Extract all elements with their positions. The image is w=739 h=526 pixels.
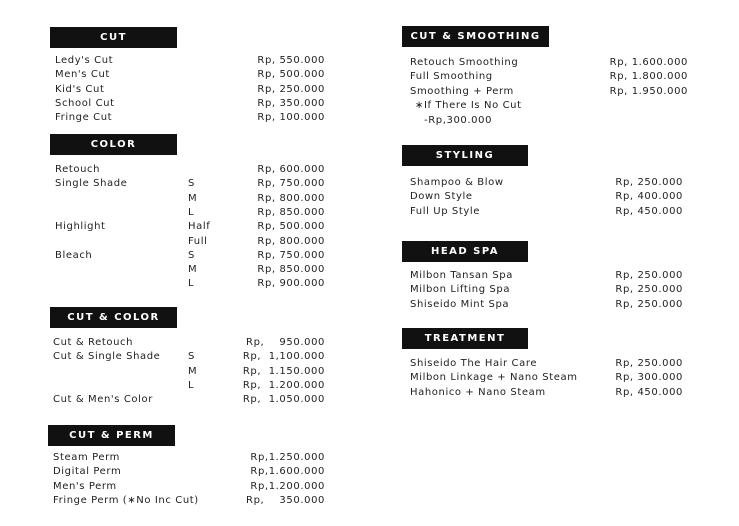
service-name: Milbon Lifting Spa <box>410 284 511 296</box>
service-price: Rp, 750.000 <box>257 178 325 190</box>
service-size: Half <box>188 221 211 233</box>
service-price: Rp, 100.000 <box>257 112 325 124</box>
service-name: Cut & Retouch <box>53 337 134 348</box>
price-row <box>410 298 683 312</box>
section-header-cut: CUT <box>50 27 177 48</box>
service-price: Rp,1.250.000 <box>250 452 325 463</box>
smoothing-note: ∗If There Is No Cut <box>415 100 522 111</box>
service-price: Rp, 900.000 <box>257 278 325 290</box>
service-price: Rp, 300.000 <box>615 372 683 384</box>
service-price: Rp, 250.000 <box>615 298 683 310</box>
service-name: Cut & Single Shade <box>53 351 161 363</box>
price-row <box>410 283 683 297</box>
service-price: Rp, 450.000 <box>615 205 683 217</box>
service-price: Rp, 350.000 <box>257 97 325 109</box>
price-row <box>410 371 683 385</box>
service-price: Rp, 350.000 <box>246 494 325 506</box>
service-price: Rp, 850.000 <box>257 206 325 218</box>
service-name: Shampoo & Blow <box>410 177 504 188</box>
price-row <box>53 393 325 407</box>
service-name: School Cut <box>55 97 115 109</box>
price-row <box>410 70 688 84</box>
service-name: Men's Perm <box>53 480 117 492</box>
service-name: Steam Perm <box>53 452 120 463</box>
price-row <box>410 357 683 371</box>
section-header-cut-smoothing: CUT & SMOOTHING <box>402 26 549 47</box>
service-size: L <box>188 278 195 290</box>
service-size: L <box>188 379 195 391</box>
section-header-cut-perm: CUT & PERM <box>48 425 175 446</box>
price-row <box>55 177 325 191</box>
service-price: Rp, 800.000 <box>257 192 325 204</box>
service-price: Rp, 500.000 <box>257 69 325 81</box>
service-name: Full Smoothing <box>410 71 493 83</box>
price-row <box>53 336 325 350</box>
service-price: Rp, 950.000 <box>246 337 325 348</box>
smoothing-note-discount: -Rp,300.000 <box>424 115 493 126</box>
service-size: L <box>188 206 195 218</box>
price-row <box>55 97 325 111</box>
price-row <box>55 111 325 125</box>
service-name: Digital Perm <box>53 466 122 478</box>
price-row <box>55 235 325 249</box>
service-price: Rp, 1.050.000 <box>242 394 325 406</box>
price-row <box>410 386 683 400</box>
price-row <box>53 365 325 379</box>
price-row <box>55 83 325 97</box>
price-row <box>53 480 325 494</box>
service-size: Full <box>188 235 208 247</box>
service-price: Rp, 1.950.000 <box>609 85 688 97</box>
price-row <box>410 56 688 70</box>
service-price: Rp, 250.000 <box>257 83 325 95</box>
price-row <box>53 451 325 465</box>
price-row <box>410 176 683 190</box>
service-price: Rp,1.600.000 <box>250 466 325 478</box>
service-price: Rp, 500.000 <box>257 221 325 233</box>
service-price: Rp, 1.600.000 <box>609 57 688 68</box>
service-name: Smoothing + Perm <box>410 85 514 97</box>
service-size: S <box>188 178 195 190</box>
price-row <box>55 163 325 177</box>
price-row <box>55 277 325 291</box>
service-price: Rp, 450.000 <box>615 386 683 398</box>
service-price: Rp, 250.000 <box>615 284 683 296</box>
service-size: S <box>188 351 195 363</box>
service-name: Fringe Perm (∗No Inc Cut) <box>53 494 199 506</box>
service-size: M <box>188 192 198 204</box>
section-header-treatment: TREATMENT <box>402 328 528 349</box>
price-row <box>55 249 325 263</box>
service-name: Ledy's Cut <box>55 55 114 66</box>
service-name: Single Shade <box>55 178 128 190</box>
service-price: Rp, 550.000 <box>257 55 325 66</box>
price-row <box>55 206 325 220</box>
service-name: Full Up Style <box>410 205 481 217</box>
service-price: Rp, 250.000 <box>615 358 683 369</box>
price-row <box>53 379 325 393</box>
service-name: Retouch Smoothing <box>410 57 519 68</box>
price-row <box>410 269 683 283</box>
price-row <box>53 494 325 508</box>
service-price: Rp, 400.000 <box>615 191 683 203</box>
price-row <box>410 190 683 204</box>
service-name: Bleach <box>55 249 93 261</box>
service-price: Rp, 250.000 <box>615 270 683 281</box>
price-row <box>410 205 683 219</box>
service-name: Down Style <box>410 191 473 203</box>
service-name: Cut & Men's Color <box>53 394 153 406</box>
service-name: Retouch <box>55 164 101 175</box>
price-row <box>55 263 325 277</box>
service-price: Rp, 1.150.000 <box>242 365 325 377</box>
service-price: Rp, 1,100.000 <box>242 351 325 363</box>
service-price: Rp, 750.000 <box>257 249 325 261</box>
service-size: M <box>188 264 198 276</box>
price-row <box>55 54 325 68</box>
service-name: Shiseido The Hair Care <box>410 358 538 369</box>
service-name: Milbon Linkage + Nano Steam <box>410 372 578 384</box>
service-price: Rp, 1.800.000 <box>609 71 688 83</box>
section-header-cut-color: CUT & COLOR <box>50 307 177 328</box>
service-name: Men's Cut <box>55 69 110 81</box>
service-name: Highlight <box>55 221 106 233</box>
service-price: Rp, 850.000 <box>257 264 325 276</box>
section-header-styling: STYLING <box>402 145 528 166</box>
service-name: Fringe Cut <box>55 112 113 124</box>
section-header-head-spa: HEAD SPA <box>402 241 528 262</box>
service-price: Rp,1.200.000 <box>250 480 325 492</box>
price-row <box>55 220 325 234</box>
service-name: Shiseido Mint Spa <box>410 298 510 310</box>
price-row <box>53 350 325 364</box>
service-price: Rp, 800.000 <box>257 235 325 247</box>
price-row <box>55 192 325 206</box>
price-row <box>55 68 325 82</box>
section-header-color: COLOR <box>50 134 177 155</box>
service-size: M <box>188 365 198 377</box>
price-row <box>53 465 325 479</box>
service-price: Rp, 600.000 <box>257 164 325 175</box>
service-name: Milbon Tansan Spa <box>410 270 513 281</box>
service-name: Kid's Cut <box>55 83 105 95</box>
service-name: Hahonico + Nano Steam <box>410 386 546 398</box>
service-size: S <box>188 249 195 261</box>
service-price: Rp, 250.000 <box>615 177 683 188</box>
service-price: Rp, 1.200.000 <box>242 379 325 391</box>
price-row <box>410 85 688 99</box>
